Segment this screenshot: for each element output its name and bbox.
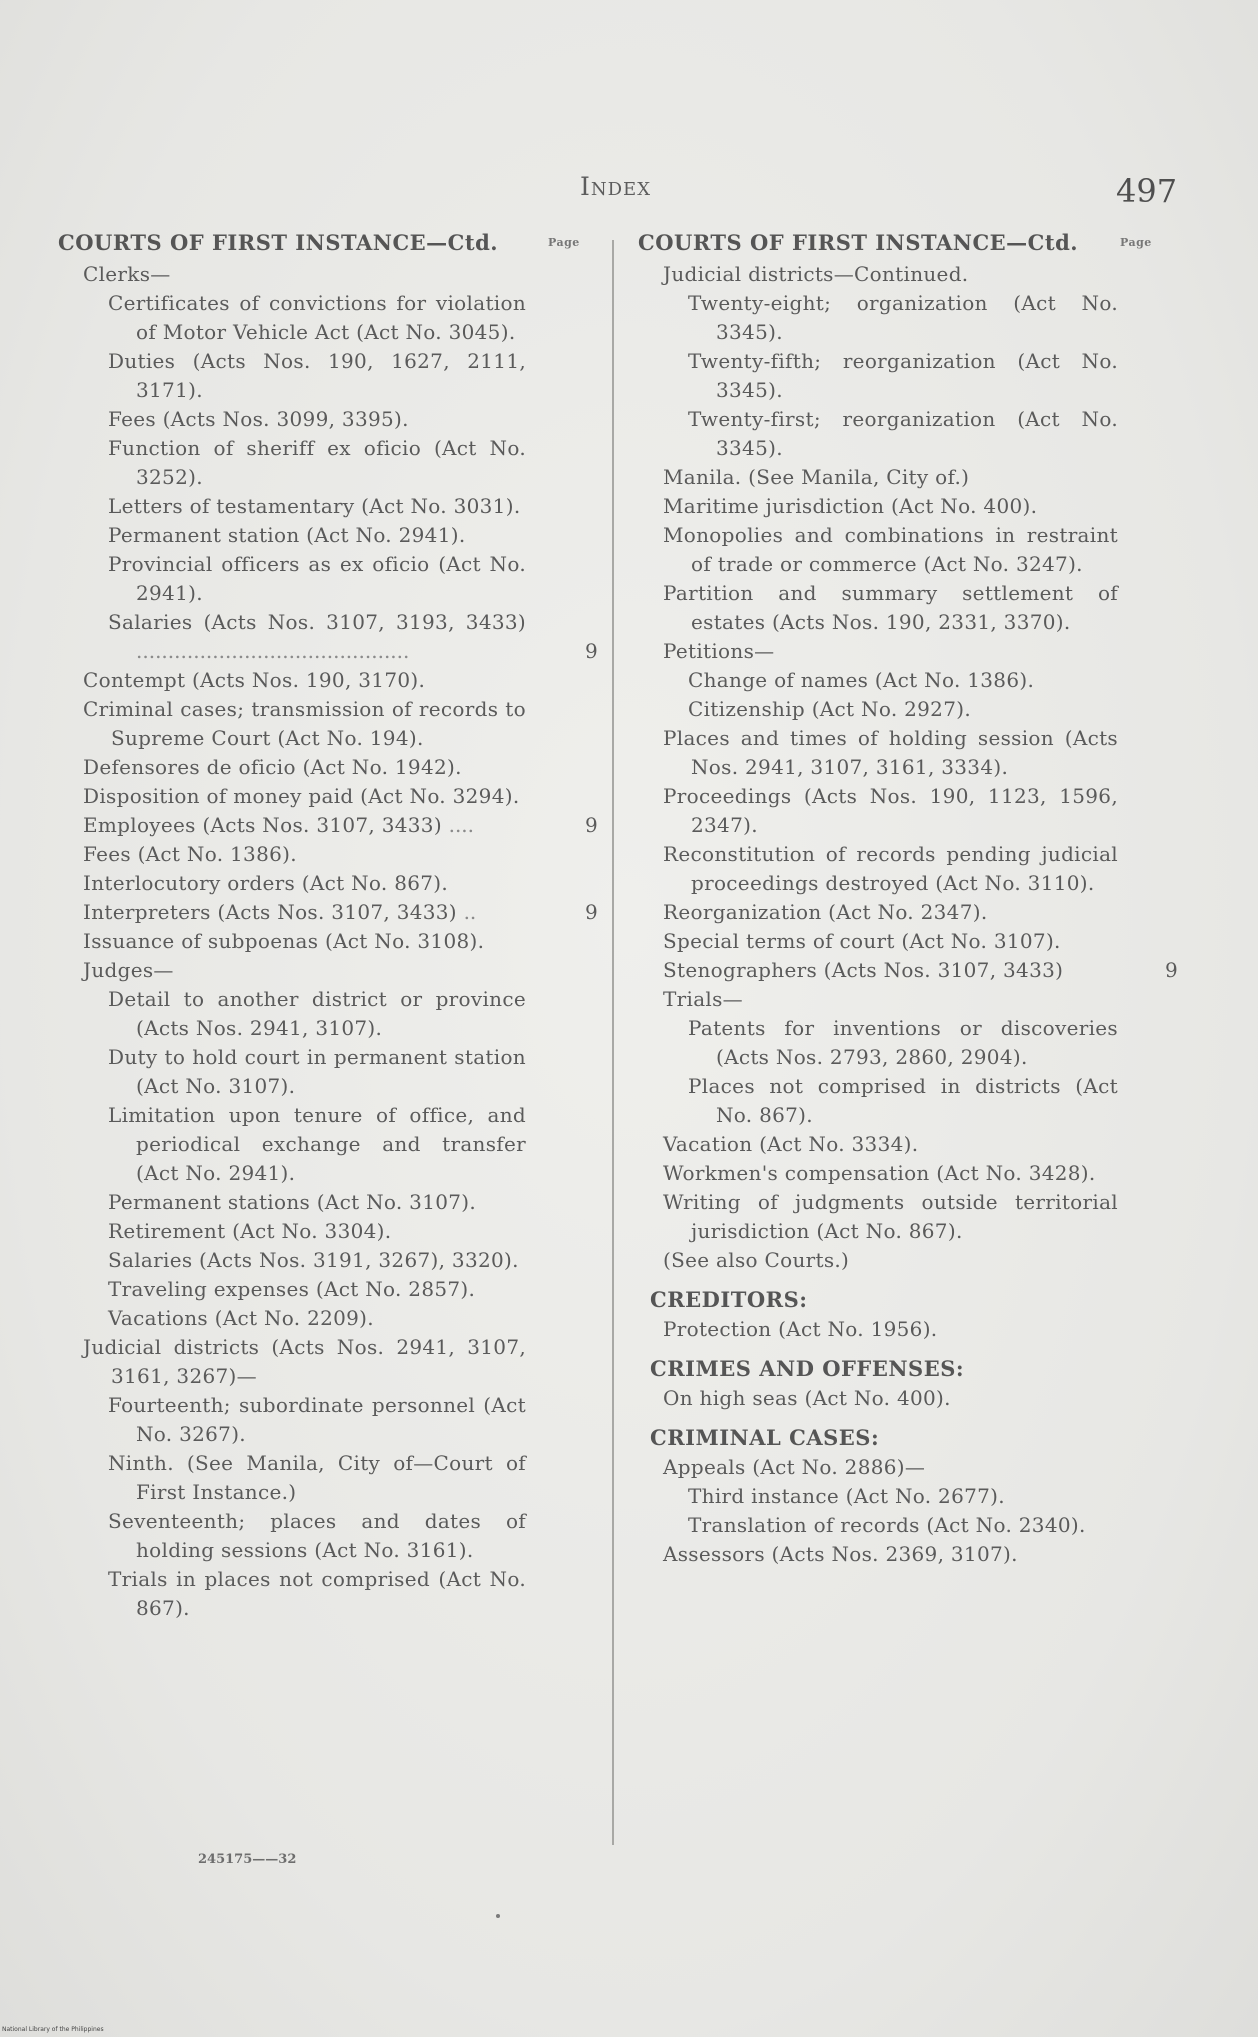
entry-text: (See also Courts.) [663,1248,850,1272]
entry-text: Retirement (Act No. 3304). [108,1219,392,1243]
entry-text: Vacation (Act No. 3334). [663,1132,919,1156]
index-entry [638,695,1178,724]
index-entry [58,1188,598,1217]
index-entry [638,1482,1178,1511]
entry-text: Contempt (Acts Nos. 190, 3170). [83,668,426,692]
index-entry [638,898,1178,927]
index-entry [58,260,598,289]
entry-text: Trials in places not comprised (Act No. 867). [108,1567,526,1620]
right-column-heading [638,226,1178,260]
section-heading: CREDITORS: [650,1287,808,1312]
entry-text: Places and times of holding session (Acts Nos. 2941, 3107, 3161, 3334). [663,726,1118,779]
page-number: 497 [1116,172,1178,210]
left-column-heading [58,226,598,260]
right-column [638,226,1178,1569]
index-entry [638,1014,1178,1072]
entry-text: Protection (Act No. 1956). [663,1317,938,1341]
leader-dots: .... [448,813,475,837]
index-entry [58,1043,598,1101]
entry-text: Partition and summary settlement of estates (Acts Nos. 190, 2331, 3370). [663,581,1118,634]
right-entries [638,260,1178,1275]
entry-text: Patents for inventions or discoveries (Acts Nos. 2793, 2860, 2904). [688,1016,1118,1069]
index-entry [638,666,1178,695]
right-heading-text: COURTS OF FIRST INSTANCE—Ctd. [638,230,1079,255]
entry-text: Translation of records (Act No. 2340). [688,1513,1086,1537]
entry-text: Assessors (Acts Nos. 2369, 3107). [663,1542,1018,1566]
entry-text: Permanent stations (Act No. 3107). [108,1190,477,1214]
entry-text: Judicial districts—Continued. [663,262,969,286]
index-entry [58,521,598,550]
scan-note: National Library of the Philippines [2,2026,104,2033]
section-entries [638,1453,1178,1569]
index-entry [638,1384,1178,1413]
index-entry [58,753,598,782]
index-entry [58,347,598,405]
entry-page-ref: 9 [584,639,598,663]
entry-text: Stenographers (Acts Nos. 3107, 3433) [663,958,1064,982]
index-entry [638,956,1178,985]
entry-text: Ninth. (See Manila, City of—Court of First Instance.) [108,1451,526,1504]
entry-text: Twenty-eight; organization (Act No. 3345). [688,291,1118,344]
index-entry [638,782,1178,840]
entry-text: Citizenship (Act No. 2927). [688,697,971,721]
index-entry [638,492,1178,521]
entry-text: Permanent station (Act No. 2941). [108,523,466,547]
column-divider [612,240,614,1845]
entry-text: Workmen's compensation (Act No. 3428). [663,1161,1096,1185]
entry-text: Places not comprised in districts (Act No. 867). [688,1074,1118,1127]
leader-dots: .. [463,900,477,924]
index-entry [638,1072,1178,1130]
entry-text: Traveling expenses (Act No. 2857). [108,1277,476,1301]
index-entry [638,579,1178,637]
entry-text: Twenty-fifth; reorganization (Act No. 3345). [688,349,1118,402]
left-entries [58,260,598,1623]
index-entry [58,1391,598,1449]
index-entry [58,898,598,927]
entry-text: Certificates of convictions for violation of Motor Vehicle Act (Act No. 3045). [108,291,526,344]
entry-text: Judges— [83,958,174,982]
entry-page-ref: 9 [1164,958,1178,982]
index-entry [638,289,1178,347]
running-head: Index [580,172,652,201]
index-entry [638,1540,1178,1569]
section-entries [638,1384,1178,1413]
index-entry [58,811,598,840]
index-entry [638,1188,1178,1246]
entry-text: Petitions— [663,639,775,663]
index-entry [638,840,1178,898]
index-entry [638,1159,1178,1188]
entry-page-ref: 9 [584,813,598,837]
dust-speck [496,1914,500,1918]
leader-dots: ........................................... [136,639,410,663]
index-entry [58,1449,598,1507]
section-heading: CRIMINAL CASES: [650,1425,880,1450]
index-entry [58,550,598,608]
entry-text: Fourteenth; subordinate personnel (Act No. 3267). [108,1393,526,1446]
entry-text: Judicial districts (Acts Nos. 2941, 3107, 3161, 3267)— [83,1335,526,1388]
index-entry [638,347,1178,405]
entry-text: Reorganization (Act No. 2347). [663,900,988,924]
index-entry [638,1453,1178,1482]
index-entry [58,840,598,869]
entry-text: Seventeenth; places and dates of holding sessions (Act No. 3161). [108,1509,526,1562]
index-entry [638,1130,1178,1159]
index-entry [58,782,598,811]
entry-page-ref: 9 [584,900,598,924]
entry-text: Trials— [663,987,743,1011]
entry-text: Vacations (Act No. 2209). [108,1306,374,1330]
index-entry [638,985,1178,1014]
entry-text: Limitation upon tenure of office, and periodical exchange and transfer (Act No. 2941). [108,1103,526,1185]
entry-text: Disposition of money paid (Act No. 3294). [83,784,520,808]
entry-text: Interpreters (Acts Nos. 3107, 3433) .. [83,900,477,924]
left-heading-text: COURTS OF FIRST INSTANCE—Ctd. [58,230,499,255]
index-entry [58,405,598,434]
index-entry [58,434,598,492]
index-entry [58,695,598,753]
index-entry [638,927,1178,956]
entry-text: Issuance of subpoenas (Act No. 3108). [83,929,485,953]
index-entry [638,1315,1178,1344]
entry-text: Defensores de oficio (Act No. 1942). [83,755,462,779]
entry-text: Manila. (See Manila, City of.) [663,465,970,489]
footer-signature: 245175——32 [198,1852,297,1867]
index-entry [58,985,598,1043]
entry-text: Salaries (Acts Nos. 3107, 3193, 3433) ........................................... [108,610,526,663]
entry-text: Twenty-first; reorganization (Act No. 3345). [688,407,1118,460]
entry-text: Provincial officers as ex oficio (Act No. 2941). [108,552,526,605]
entry-text: Third instance (Act No. 2677). [688,1484,1005,1508]
index-entry [638,405,1178,463]
entry-text: Function of sheriff ex oficio (Act No. 3252). [108,436,526,489]
index-entry [58,869,598,898]
entry-text: Fees (Acts Nos. 3099, 3395). [108,407,409,431]
index-entry [638,1511,1178,1540]
index-entry [638,637,1178,666]
entry-text: Letters of testamentary (Act No. 3031). [108,494,521,518]
entry-text: Duties (Acts Nos. 190, 1627, 2111, 3171). [108,349,526,402]
index-entry [638,260,1178,289]
left-page-label: Page [548,236,580,249]
entry-text: Change of names (Act No. 1386). [688,668,1035,692]
entry-text: Reconstitution of records pending judicial proceedings destroyed (Act No. 3110). [663,842,1118,895]
entry-text: On high seas (Act No. 400). [663,1386,951,1410]
index-entry [638,521,1178,579]
entry-text: Interlocutory orders (Act No. 867). [83,871,449,895]
section-entries [638,1315,1178,1344]
entry-text: Proceedings (Acts Nos. 190, 1123, 1596, 2347). [663,784,1118,837]
entry-text: Appeals (Act No. 2886)— [663,1455,926,1479]
entry-text: Clerks— [83,262,171,286]
index-entry [58,1565,598,1623]
entry-text: Salaries (Acts Nos. 3191, 3267), 3320). [108,1248,519,1272]
entry-text: Detail to another district or province (Acts Nos. 2941, 3107). [108,987,526,1040]
index-entry [58,289,598,347]
index-entry [58,927,598,956]
index-entry [638,463,1178,492]
index-entry [638,1246,1178,1275]
index-entry [58,1246,598,1275]
index-entry [58,1275,598,1304]
index-entry [58,1333,598,1391]
entry-text: Maritime jurisdiction (Act No. 400). [663,494,1038,518]
left-column [58,226,598,1623]
index-entry [58,608,598,666]
index-entry [58,1101,598,1188]
entry-text: Writing of judgments outside territorial jurisdiction (Act No. 867). [663,1190,1118,1243]
entry-text: Duty to hold court in permanent station (Act No. 3107). [108,1045,526,1098]
entry-text: Monopolies and combinations in restraint of trade or commerce (Act No. 3247). [663,523,1118,576]
index-entry [58,492,598,521]
index-entry [638,724,1178,782]
entry-text: Fees (Act No. 1386). [83,842,297,866]
entry-text: Special terms of court (Act No. 3107). [663,929,1061,953]
section-heading: CRIMES AND OFFENSES: [650,1356,965,1381]
right-page-label: Page [1120,236,1152,249]
index-entry [58,666,598,695]
index-entry [58,1507,598,1565]
right-sections [638,1285,1178,1569]
entry-text: Employees (Acts Nos. 3107, 3433) .... [83,813,475,837]
index-entry [58,1304,598,1333]
index-entry [58,1217,598,1246]
index-entry [58,956,598,985]
entry-text: Criminal cases; transmission of records to Supreme Court (Act No. 194). [83,697,526,750]
